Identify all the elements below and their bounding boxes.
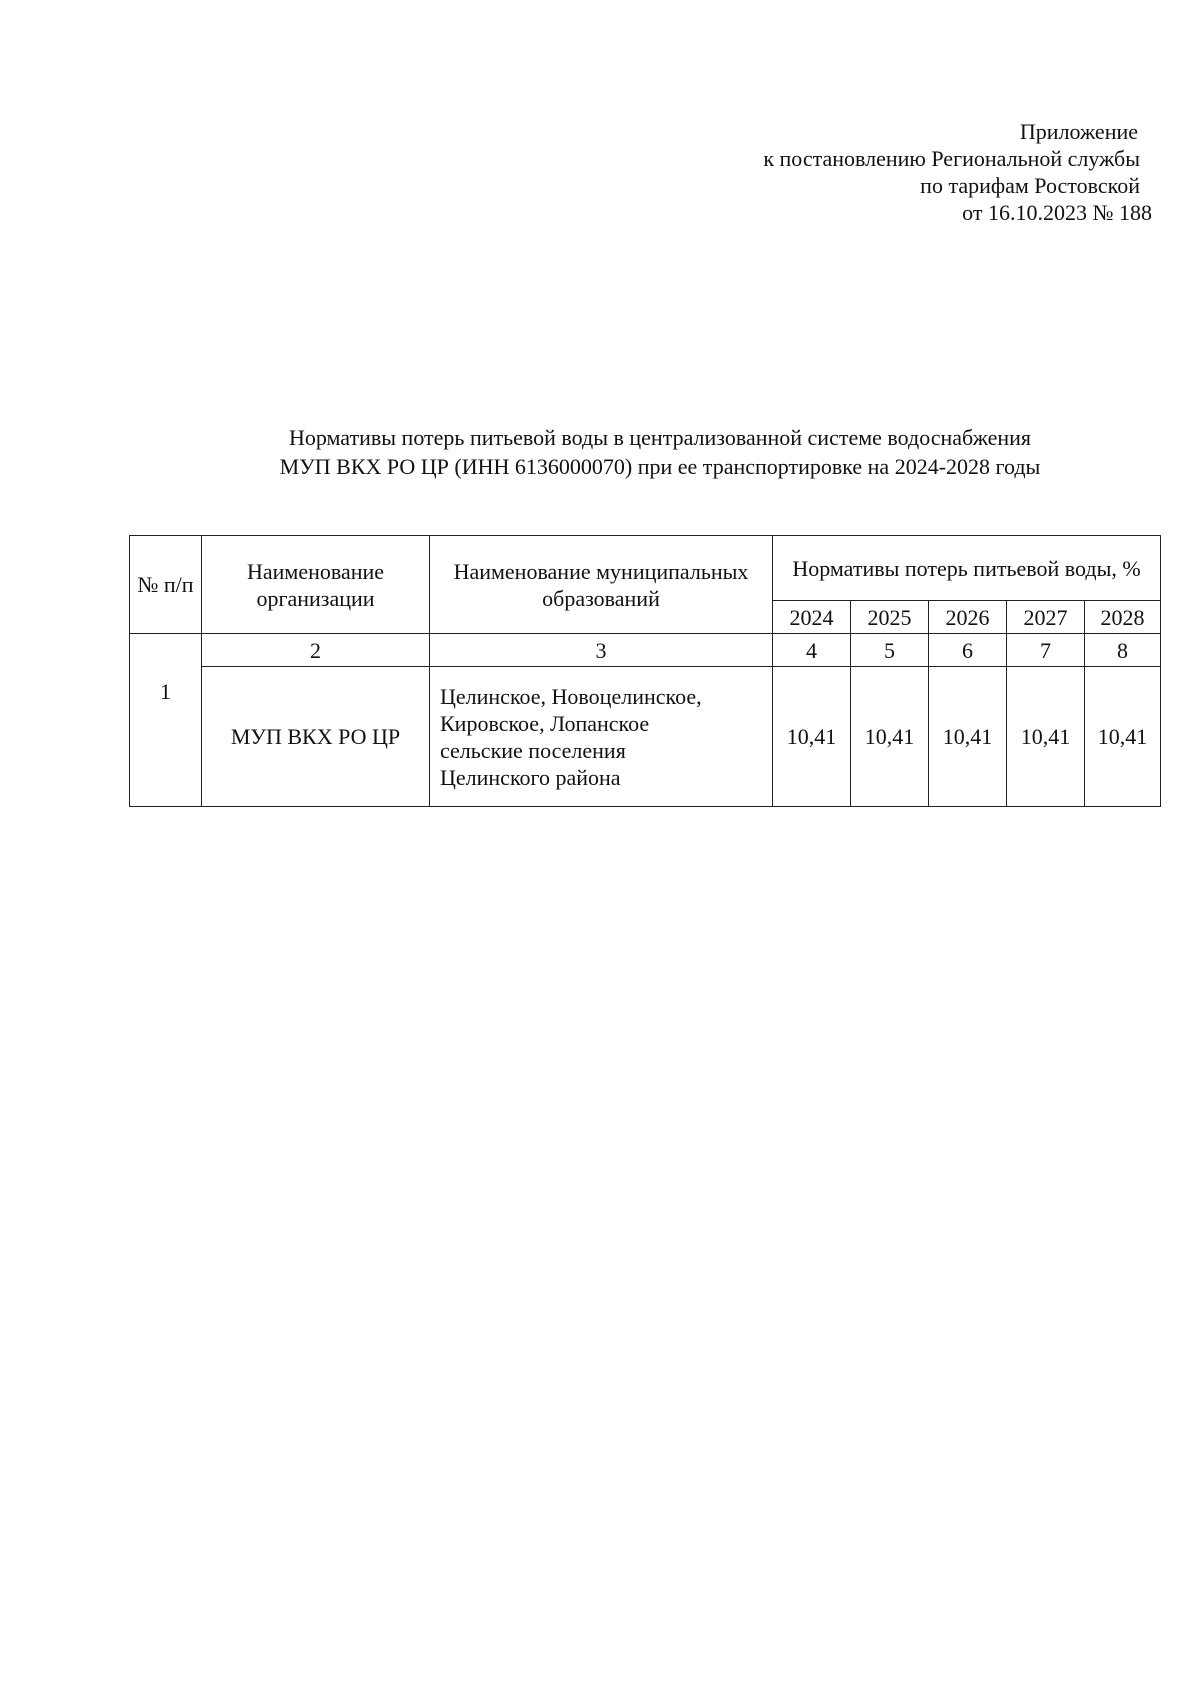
appendix-line: от 16.10.2023 № 188 [962,200,1152,225]
column-number: 7 [1007,634,1085,667]
title-line: Нормативы потерь питьевой воды в централизованной системе водоснабжения [288,425,1032,450]
column-number: 8 [1085,634,1161,667]
header-year: 2026 [929,601,1007,634]
header-muni: Наименование муниципальных образований [430,536,773,634]
header-norms: Нормативы потерь питьевой воды, % [773,536,1161,601]
column-number: 6 [929,634,1007,667]
row-value: 10,41 [851,667,929,807]
header-year: 2024 [773,601,851,634]
document-title [210,423,1110,481]
muni-line: Целинского района [440,764,621,790]
norms-table [129,535,1161,807]
row-num: 1 [130,634,202,807]
appendix-line: Приложение [1019,119,1138,144]
row-org: МУП ВКХ РО ЦР [202,667,430,807]
column-number: 4 [773,634,851,667]
muni-line: сельские поселения [440,737,626,763]
column-numbers-row [130,634,1161,667]
column-number: 5 [851,634,929,667]
table-header-row [130,536,1161,601]
muni-line: Кировское, Лопанское [440,710,650,736]
column-number: 2 [202,634,430,667]
row-value: 10,41 [929,667,1007,807]
table-row [130,667,1161,807]
title-line: МУП ВКХ РО ЦР (ИНН 6136000070) при ее транспортировке на 2024-2028 годы [279,454,1041,479]
muni-line: Целинское, Новоцелинское, [440,683,702,709]
row-value: 10,41 [1007,667,1085,807]
header-org: Наименование организации [202,536,430,634]
appendix-block [452,118,1152,226]
appendix-line: по тарифам Ростовской [920,173,1140,198]
header-num: № п/п [130,536,202,634]
row-muni [430,667,773,807]
row-value: 10,41 [773,667,851,807]
header-year: 2025 [851,601,929,634]
appendix-line: к постановлению Региональной службы [763,146,1140,171]
column-number: 3 [430,634,773,667]
header-year: 2028 [1085,601,1161,634]
row-value: 10,41 [1085,667,1161,807]
header-year: 2027 [1007,601,1085,634]
